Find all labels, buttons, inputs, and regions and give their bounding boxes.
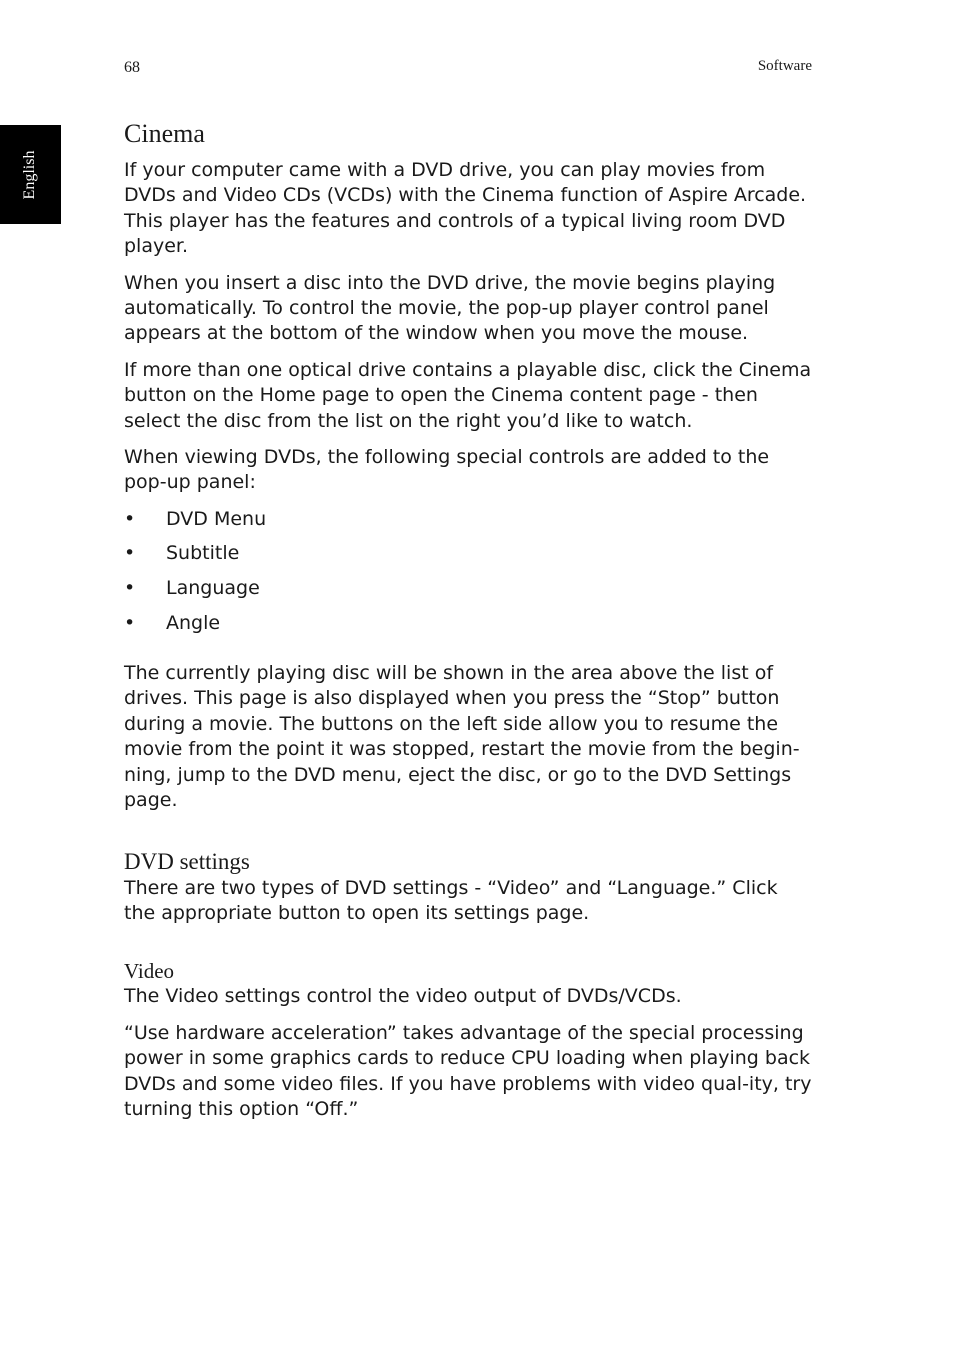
language-side-tab xyxy=(0,125,61,224)
side-tab-label: English xyxy=(21,150,38,200)
cinema-stop-paragraph: The currently playing disc will be shown in the area above the list of drives. This page is also displayed when you press the “Stop” button during a movie. The buttons on the left side allow you to resume the movie from the point it was stopped, restart the movie from the begin-ning, jump to the DVD menu, eject the disc, or go to the DVD Settings page. xyxy=(124,662,800,812)
cinema-multidrive-paragraph xyxy=(124,358,814,434)
dvd-settings-heading: DVD settings xyxy=(124,848,250,874)
list-item-label: Angle xyxy=(166,611,221,634)
list-item xyxy=(124,611,814,636)
cinema-controls-intro: When viewing DVDs, the following special controls are added to the pop-up panel: xyxy=(124,446,770,494)
cinema-autoplay-paragraph: When you insert a disc into the DVD drive, the movie begins playing automatically. To control the movie, the pop-up player control panel appears at the bottom of the window when you move the mouse. xyxy=(124,271,776,345)
running-header: Software xyxy=(757,58,812,74)
text-run: button on the Home page to open the Cinema content page - then select the disc from the list on the right you’d like to watch. xyxy=(124,384,758,432)
video-heading: Video xyxy=(124,959,175,984)
dvd-settings-paragraph: There are two types of DVD settings - “Video” and “Language.” Click the appropriate button to open its settings page. xyxy=(124,876,778,924)
video-intro-paragraph: The Video settings control the video output of DVDs/VCDs. xyxy=(124,985,682,1008)
page-content xyxy=(124,118,814,1133)
text-run: If more than one optical drive contains a playable disc, click the xyxy=(124,358,739,381)
list-item xyxy=(124,576,814,601)
list-item xyxy=(124,541,814,566)
bullet-icon: • xyxy=(124,507,136,530)
list-item xyxy=(124,507,814,532)
bullet-icon: • xyxy=(124,611,136,634)
list-item-label: Language xyxy=(166,577,260,600)
bullet-icon: • xyxy=(124,542,136,565)
video-acceleration-paragraph: “Use hardware acceleration” takes advantage of the special processing power in some graphics cards to reduce CPU loading when playing back DVDs and some video files. If you have problems with video qual-ity, try turning this option “Off.” xyxy=(124,1021,812,1120)
page-number: 68 xyxy=(124,59,140,76)
special-controls-list xyxy=(124,507,814,636)
cinema-term: Cinema xyxy=(738,358,812,381)
bullet-icon: • xyxy=(124,577,136,600)
list-item-label: DVD Menu xyxy=(166,507,267,530)
cinema-intro-paragraph: If your computer came with a DVD drive, you can play movies from DVDs and Video CDs (VCDs) with the Cinema function of Aspire Arcade. This player has the features and controls of a typical living room DVD player. xyxy=(124,159,807,258)
list-item-label: Subtitle xyxy=(166,542,240,565)
cinema-heading: Cinema xyxy=(124,119,205,148)
